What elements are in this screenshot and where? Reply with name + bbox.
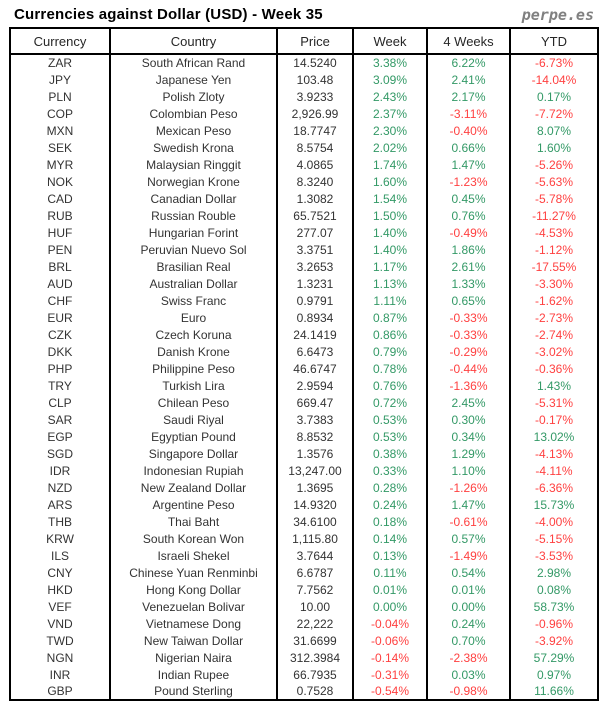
week-change-cell: 0.13% [353, 547, 427, 564]
country-cell: Mexican Peso [110, 122, 277, 139]
ytd-change-cell: -6.36% [510, 479, 598, 496]
four-weeks-change-cell: -0.33% [427, 309, 510, 326]
country-cell: Swiss Franc [110, 292, 277, 309]
table-header-row [10, 28, 598, 54]
week-change-cell: 0.14% [353, 530, 427, 547]
table-row [10, 224, 598, 241]
table-row [10, 241, 598, 258]
table-row [10, 394, 598, 411]
currency-code-cell: NZD [47, 480, 73, 495]
four-weeks-change-cell: 1.29% [427, 445, 510, 462]
four-weeks-change-cell: -1.36% [427, 377, 510, 394]
four-weeks-change-cell: -0.98% [427, 683, 510, 700]
ytd-change-cell: -5.31% [510, 394, 598, 411]
country-cell: New Taiwan Dollar [110, 632, 277, 649]
country-cell: Australian Dollar [110, 275, 277, 292]
table-row [10, 547, 598, 564]
col-header-4weeks: 4 Weeks [427, 28, 510, 54]
price-cell: 6.6787 [277, 564, 353, 581]
col-header-week: Week [353, 28, 427, 54]
week-change-cell: 2.37% [353, 105, 427, 122]
four-weeks-change-cell: 1.33% [427, 275, 510, 292]
week-change-cell: 3.38% [353, 54, 427, 71]
week-change-cell: -0.54% [353, 683, 427, 700]
ytd-change-cell: 57.29% [510, 649, 598, 666]
four-weeks-change-cell: 0.54% [427, 564, 510, 581]
ytd-change-cell: -5.78% [510, 190, 598, 207]
currency-code-cell: CAD [47, 191, 73, 206]
currency-code-cell: AUD [47, 276, 73, 291]
table-row [10, 292, 598, 309]
week-change-cell: 0.33% [353, 462, 427, 479]
col-header-ytd: YTD [510, 28, 598, 54]
four-weeks-change-cell: 2.41% [427, 71, 510, 88]
currencies-table [9, 27, 599, 701]
country-cell: Indian Rupee [110, 666, 277, 683]
table-row [10, 683, 598, 700]
four-weeks-change-cell: 0.57% [427, 530, 510, 547]
price-cell: 22,222 [277, 615, 353, 632]
currency-code-cell: KRW [46, 531, 74, 546]
price-cell: 1.3082 [277, 190, 353, 207]
four-weeks-change-cell: 0.76% [427, 207, 510, 224]
ytd-change-cell: -3.53% [510, 547, 598, 564]
ytd-change-cell: -3.92% [510, 632, 598, 649]
country-cell: Thai Baht [110, 513, 277, 530]
price-cell: 6.6473 [277, 343, 353, 360]
ytd-change-cell: -1.62% [510, 292, 598, 309]
price-cell: 8.5754 [277, 139, 353, 156]
ytd-change-cell: -7.72% [510, 105, 598, 122]
price-cell: 1.3695 [277, 479, 353, 496]
price-cell: 277.07 [277, 224, 353, 241]
col-header-currency: Currency [10, 28, 110, 54]
currency-code-cell: DKK [47, 344, 73, 359]
ytd-change-cell: -0.36% [510, 360, 598, 377]
week-change-cell: -0.06% [353, 632, 427, 649]
price-cell: 14.9320 [277, 496, 353, 513]
country-cell: Pound Sterling [110, 683, 277, 700]
currency-code-cell: COP [46, 106, 73, 121]
price-cell: 2.9594 [277, 377, 353, 394]
table-row [10, 598, 598, 615]
ytd-change-cell: -4.00% [510, 513, 598, 530]
four-weeks-change-cell: -1.23% [427, 173, 510, 190]
four-weeks-change-cell: 0.34% [427, 428, 510, 445]
currency-code-cell: INR [49, 667, 71, 682]
country-cell: Turkish Lira [110, 377, 277, 394]
currency-code-cell: HKD [47, 582, 73, 597]
price-cell: 0.7528 [277, 683, 353, 700]
ytd-change-cell: 1.43% [510, 377, 598, 394]
currency-code-cell: GBP [47, 684, 73, 698]
table-body [10, 54, 598, 700]
country-cell: Chinese Yuan Renminbi [110, 564, 277, 581]
week-change-cell: 1.40% [353, 241, 427, 258]
table-row [10, 564, 598, 581]
ytd-change-cell: -6.73% [510, 54, 598, 71]
table-row [10, 428, 598, 445]
table-header [10, 28, 598, 54]
table-row [10, 632, 598, 649]
week-change-cell: 1.74% [353, 156, 427, 173]
four-weeks-change-cell: -1.26% [427, 479, 510, 496]
four-weeks-change-cell: 1.86% [427, 241, 510, 258]
currency-code-cell: IDR [49, 463, 71, 478]
country-cell: Hungarian Forint [110, 224, 277, 241]
price-cell: 3.2653 [277, 258, 353, 275]
week-change-cell: 0.79% [353, 343, 427, 360]
country-cell: New Zealand Dollar [110, 479, 277, 496]
country-cell: Brasilian Real [110, 258, 277, 275]
table-row [10, 207, 598, 224]
currency-code-cell: VEF [48, 599, 72, 614]
week-change-cell: 1.54% [353, 190, 427, 207]
ytd-change-cell: -0.96% [510, 615, 598, 632]
price-cell: 31.6699 [277, 632, 353, 649]
price-cell: 3.7644 [277, 547, 353, 564]
perpe-logo: perpe.es [521, 6, 594, 24]
four-weeks-change-cell: -0.33% [427, 326, 510, 343]
currency-code-cell: HUF [47, 225, 73, 240]
ytd-change-cell: -4.11% [510, 462, 598, 479]
four-weeks-change-cell: 6.22% [427, 54, 510, 71]
price-cell: 2,926.99 [277, 105, 353, 122]
four-weeks-change-cell: 0.01% [427, 581, 510, 598]
ytd-change-cell: 58.73% [510, 598, 598, 615]
four-weeks-change-cell: -0.44% [427, 360, 510, 377]
currency-code-cell: CLP [48, 395, 72, 410]
price-cell: 4.0865 [277, 156, 353, 173]
week-change-cell: -0.31% [353, 666, 427, 683]
price-cell: 13,247.00 [277, 462, 353, 479]
country-cell: Saudi Riyal [110, 411, 277, 428]
ytd-change-cell: -5.26% [510, 156, 598, 173]
week-change-cell: 0.00% [353, 598, 427, 615]
currency-code-cell: NGN [46, 650, 74, 665]
table-row [10, 649, 598, 666]
table-row [10, 156, 598, 173]
ytd-change-cell: -4.53% [510, 224, 598, 241]
country-cell: Chilean Peso [110, 394, 277, 411]
country-cell: Canadian Dollar [110, 190, 277, 207]
price-cell: 24.1419 [277, 326, 353, 343]
table-row [10, 54, 598, 71]
price-cell: 7.7562 [277, 581, 353, 598]
week-change-cell: -0.04% [353, 615, 427, 632]
four-weeks-change-cell: -3.11% [427, 105, 510, 122]
table-row [10, 275, 598, 292]
country-cell: Japanese Yen [110, 71, 277, 88]
week-change-cell: 2.30% [353, 122, 427, 139]
four-weeks-change-cell: 1.47% [427, 496, 510, 513]
four-weeks-change-cell: 2.17% [427, 88, 510, 105]
week-change-cell: 0.38% [353, 445, 427, 462]
week-change-cell: 0.78% [353, 360, 427, 377]
ytd-change-cell: -4.13% [510, 445, 598, 462]
table-row [10, 496, 598, 513]
price-cell: 46.6747 [277, 360, 353, 377]
ytd-change-cell: -1.12% [510, 241, 598, 258]
currency-code-cell: PLN [48, 89, 72, 104]
price-cell: 103.48 [277, 71, 353, 88]
price-cell: 14.5240 [277, 54, 353, 71]
four-weeks-change-cell: 1.10% [427, 462, 510, 479]
table-row [10, 360, 598, 377]
currency-code-cell: ZAR [48, 56, 72, 70]
ytd-change-cell: 2.98% [510, 564, 598, 581]
week-change-cell: 1.11% [353, 292, 427, 309]
col-header-country: Country [110, 28, 277, 54]
country-cell: Philippine Peso [110, 360, 277, 377]
table-row [10, 411, 598, 428]
country-cell: South African Rand [110, 54, 277, 71]
week-change-cell: 2.02% [353, 139, 427, 156]
four-weeks-change-cell: 0.24% [427, 615, 510, 632]
price-cell: 18.7747 [277, 122, 353, 139]
table-row [10, 377, 598, 394]
week-change-cell: 0.53% [353, 428, 427, 445]
currency-code-cell: EGP [47, 429, 73, 444]
currency-code-cell: RUB [47, 208, 73, 223]
price-cell: 312.3984 [277, 649, 353, 666]
currency-code-cell: BRL [48, 259, 72, 274]
four-weeks-change-cell: -1.49% [427, 547, 510, 564]
price-cell: 66.7935 [277, 666, 353, 683]
currency-code-cell: MYR [46, 157, 74, 172]
ytd-change-cell: 0.97% [510, 666, 598, 683]
ytd-change-cell: -2.73% [510, 309, 598, 326]
ytd-change-cell: 15.73% [510, 496, 598, 513]
table-row [10, 71, 598, 88]
price-cell: 3.9233 [277, 88, 353, 105]
week-change-cell: 3.09% [353, 71, 427, 88]
price-cell: 65.7521 [277, 207, 353, 224]
week-change-cell: 0.11% [353, 564, 427, 581]
week-change-cell: 0.53% [353, 411, 427, 428]
page-title: Currencies against Dollar (USD) - Week 35 [14, 6, 323, 23]
four-weeks-change-cell: 0.03% [427, 666, 510, 683]
table-row [10, 581, 598, 598]
four-weeks-change-cell: 0.65% [427, 292, 510, 309]
four-weeks-change-cell: 0.30% [427, 411, 510, 428]
country-cell: Vietnamese Dong [110, 615, 277, 632]
week-change-cell: 0.86% [353, 326, 427, 343]
week-change-cell: 0.18% [353, 513, 427, 530]
country-cell: Norwegian Krone [110, 173, 277, 190]
week-change-cell: 2.43% [353, 88, 427, 105]
country-cell: South Korean Won [110, 530, 277, 547]
ytd-change-cell: 0.17% [510, 88, 598, 105]
table-row [10, 479, 598, 496]
table-row [10, 513, 598, 530]
ytd-change-cell: -14.04% [510, 71, 598, 88]
ytd-change-cell: -5.63% [510, 173, 598, 190]
week-change-cell: 1.17% [353, 258, 427, 275]
four-weeks-change-cell: 2.45% [427, 394, 510, 411]
week-change-cell: 0.76% [353, 377, 427, 394]
country-cell: Malaysian Ringgit [110, 156, 277, 173]
price-cell: 34.6100 [277, 513, 353, 530]
ytd-change-cell: -3.30% [510, 275, 598, 292]
price-cell: 1.3231 [277, 275, 353, 292]
currency-code-cell: ARS [47, 497, 73, 512]
table-row [10, 258, 598, 275]
table-row [10, 666, 598, 683]
week-change-cell: 1.50% [353, 207, 427, 224]
currency-code-cell: THB [48, 514, 72, 529]
price-cell: 3.7383 [277, 411, 353, 428]
currency-code-cell: NOK [46, 174, 73, 189]
price-cell: 1.3576 [277, 445, 353, 462]
country-cell: Euro [110, 309, 277, 326]
ytd-change-cell: -2.74% [510, 326, 598, 343]
table-row [10, 173, 598, 190]
week-change-cell: 0.87% [353, 309, 427, 326]
table-row [10, 190, 598, 207]
week-change-cell: 1.60% [353, 173, 427, 190]
table-row [10, 343, 598, 360]
country-cell: Indonesian Rupiah [110, 462, 277, 479]
four-weeks-change-cell: -0.40% [427, 122, 510, 139]
ytd-change-cell: 1.60% [510, 139, 598, 156]
country-cell: Colombian Peso [110, 105, 277, 122]
currency-code-cell: VND [47, 616, 73, 631]
week-change-cell: 0.01% [353, 581, 427, 598]
currency-code-cell: CHF [47, 293, 73, 308]
ytd-change-cell: -5.15% [510, 530, 598, 547]
currency-code-cell: CZK [48, 327, 72, 342]
four-weeks-change-cell: 2.61% [427, 258, 510, 275]
price-cell: 3.3751 [277, 241, 353, 258]
price-cell: 8.8532 [277, 428, 353, 445]
table-row [10, 445, 598, 462]
price-cell: 10.00 [277, 598, 353, 615]
currency-code-cell: TRY [48, 378, 72, 393]
table-row [10, 326, 598, 343]
four-weeks-change-cell: -0.49% [427, 224, 510, 241]
currency-code-cell: SAR [47, 412, 73, 427]
country-cell: Russian Rouble [110, 207, 277, 224]
currency-code-cell: JPY [48, 72, 71, 87]
country-cell: Nigerian Naira [110, 649, 277, 666]
week-change-cell: 0.28% [353, 479, 427, 496]
ytd-change-cell: -17.55% [510, 258, 598, 275]
price-cell: 0.8934 [277, 309, 353, 326]
week-change-cell: 0.72% [353, 394, 427, 411]
country-cell: Singapore Dollar [110, 445, 277, 462]
four-weeks-change-cell: 0.66% [427, 139, 510, 156]
country-cell: Danish Krone [110, 343, 277, 360]
ytd-change-cell: 8.07% [510, 122, 598, 139]
currency-code-cell: SGD [46, 446, 73, 461]
four-weeks-change-cell: -2.38% [427, 649, 510, 666]
currency-code-cell: PHP [47, 361, 73, 376]
currency-code-cell: CNY [47, 565, 73, 580]
four-weeks-change-cell: 1.47% [427, 156, 510, 173]
currency-code-cell: PEN [47, 242, 73, 257]
table-row [10, 139, 598, 156]
currency-code-cell: EUR [47, 310, 73, 325]
week-change-cell: 0.24% [353, 496, 427, 513]
four-weeks-change-cell: 0.70% [427, 632, 510, 649]
titlebar [0, 0, 604, 27]
country-cell: Czech Koruna [110, 326, 277, 343]
table-row [10, 615, 598, 632]
table-row [10, 122, 598, 139]
four-weeks-change-cell: -0.29% [427, 343, 510, 360]
week-change-cell: -0.14% [353, 649, 427, 666]
country-cell: Peruvian Nuevo Sol [110, 241, 277, 258]
currency-code-cell: ILS [50, 548, 69, 563]
table-row [10, 462, 598, 479]
currency-code-cell: TWD [46, 633, 74, 648]
country-cell: Egyptian Pound [110, 428, 277, 445]
table-row [10, 530, 598, 547]
country-cell: Hong Kong Dollar [110, 581, 277, 598]
four-weeks-change-cell: -0.61% [427, 513, 510, 530]
table-row [10, 88, 598, 105]
currency-code-cell: MXN [46, 123, 74, 138]
ytd-change-cell: -0.17% [510, 411, 598, 428]
four-weeks-change-cell: 0.45% [427, 190, 510, 207]
ytd-change-cell: 11.66% [510, 683, 598, 700]
country-cell: Israeli Shekel [110, 547, 277, 564]
price-cell: 0.9791 [277, 292, 353, 309]
ytd-change-cell: -3.02% [510, 343, 598, 360]
week-change-cell: 1.40% [353, 224, 427, 241]
four-weeks-change-cell: 0.00% [427, 598, 510, 615]
table-row [10, 105, 598, 122]
week-change-cell: 1.13% [353, 275, 427, 292]
currency-code-cell: SEK [47, 140, 72, 155]
ytd-change-cell: 0.08% [510, 581, 598, 598]
ytd-change-cell: 13.02% [510, 428, 598, 445]
price-cell: 669.47 [277, 394, 353, 411]
table-row [10, 309, 598, 326]
col-header-price: Price [277, 28, 353, 54]
price-cell: 1,115.80 [277, 530, 353, 547]
country-cell: Venezuelan Bolivar [110, 598, 277, 615]
ytd-change-cell: -11.27% [510, 207, 598, 224]
country-cell: Argentine Peso [110, 496, 277, 513]
price-cell: 8.3240 [277, 173, 353, 190]
country-cell: Polish Zloty [110, 88, 277, 105]
country-cell: Swedish Krona [110, 139, 277, 156]
